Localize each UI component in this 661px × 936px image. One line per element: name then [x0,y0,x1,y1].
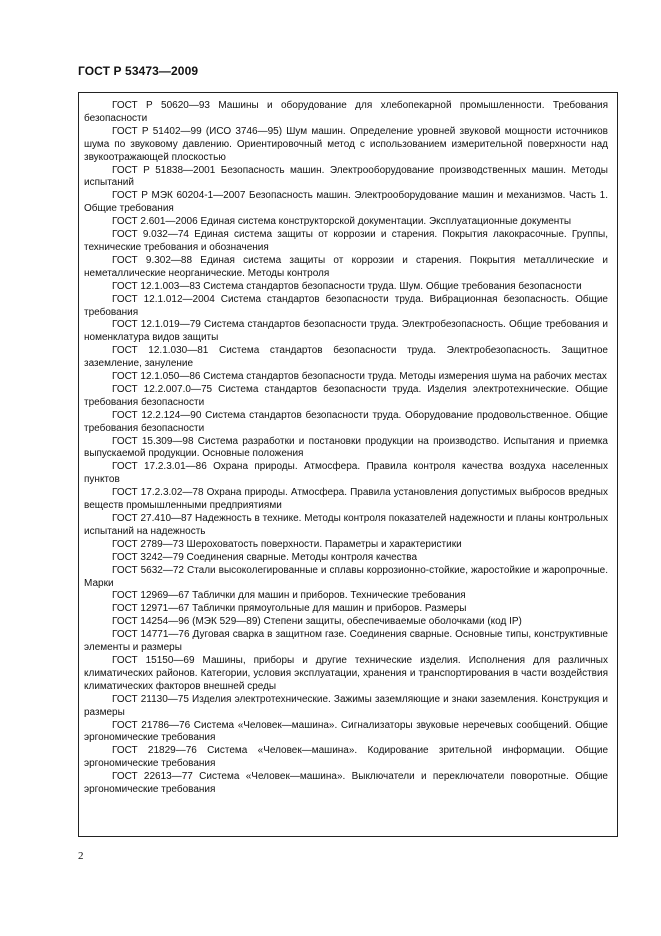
reference-entry: ГОСТ 14771—76 Дуговая сварка в защитном газе. Соединения сварные. Основные типы, конструктивные элементы и размеры [84,629,608,654]
reference-entry: ГОСТ 12.1.019—79 Система стандартов безопасности труда. Электробезопасность. Общие требования и номенклатура видов защиты [84,319,608,344]
reference-entry: ГОСТ 21130—75 Изделия электротехнические. Зажимы заземляющие и знаки заземления. Конструкция и размеры [84,693,608,718]
reference-entry: ГОСТ 17.2.3.01—86 Охрана природы. Атмосфера. Правила контроля качества воздуха населенных пунктов [84,461,608,486]
normative-references-list [84,100,608,797]
reference-entry: ГОСТ 14254—96 (МЭК 529—89) Степени защиты, обеспечиваемые оболочками (код IP) [112,616,522,628]
reference-entry: ГОСТ 3242—79 Соединения сварные. Методы контроля качества [112,551,418,563]
reference-entry: ГОСТ 22613—77 Система «Человек—машина». Выключатели и переключатели поворотные. Общие эргономические требования [84,771,608,796]
reference-entry: ГОСТ 17.2.3.02—78 Охрана природы. Атмосфера. Правила установления допустимых выбросов вредных веществ промышленными предприятиями [84,487,608,512]
reference-entry: ГОСТ Р 51402—99 (ИСО 3746—95) Шум машин. Определение уровней звуковой мощности источников шума по звуковому давлению. Ориентировочный метод с использованием измерительной поверхности над звукоотражающей плоскостью [84,125,608,163]
reference-entry: ГОСТ 21786—76 Система «Человек—машина». Сигнализаторы звуковые неречевых сообщений. Общие эргономические требования [84,719,608,744]
reference-entry: ГОСТ Р 51838—2001 Безопасность машин. Электрооборудование производственных машин. Методы испытаний [84,164,608,189]
reference-entry: ГОСТ 12.1.030—81 Система стандартов безопасности труда. Электробезопасность. Защитное заземление, зануление [84,345,608,370]
reference-entry: ГОСТ Р МЭК 60204-1—2007 Безопасность машин. Электрооборудование машин и механизмов. Часть 1. Общие требования [84,190,608,215]
reference-entry: ГОСТ 2789—73 Шероховатость поверхности. Параметры и характеристики [112,538,462,550]
reference-entry: ГОСТ 9.302—88 Единая система защиты от коррозии и старения. Покрытия металлические и неметаллические неорганические. Методы контроля [84,254,608,279]
reference-entry: ГОСТ 12.1.003—83 Система стандартов безопасности труда. Шум. Общие требования безопасности [112,280,582,292]
reference-entry: ГОСТ 15150—69 Машины, приборы и другие технические изделия. Исполнения для различных климатических районов. Категории, условия эксплуатации, хранения и транспортирования в части воздействия климатических факторов внешней среды [84,654,608,692]
page-number: 2 [78,850,84,862]
reference-entry: ГОСТ 12971—67 Таблички прямоугольные для машин и приборов. Размеры [112,603,467,615]
reference-entry: ГОСТ 5632—72 Стали высоколегированные и сплавы коррозионно-стойкие, жаростойкие и жаропрочные. Марки [84,564,608,589]
reference-entry: ГОСТ 12.2.124—90 Система стандартов безопасности труда. Оборудование продовольственное. Общие требования безопасности [84,409,608,434]
document-header: ГОСТ Р 53473—2009 [78,64,199,78]
reference-entry: ГОСТ 12.1.050—86 Система стандартов безопасности труда. Методы измерения шума на рабочих местах [112,371,607,383]
reference-entry: ГОСТ 21829—76 Система «Человек—машина». Кодирование зрительной информации. Общие эргономические требования [84,745,608,770]
reference-entry: ГОСТ 12.1.012—2004 Система стандартов безопасности труда. Вибрационная безопасность. Общие требования [84,293,608,318]
reference-entry: ГОСТ 12969—67 Таблички для машин и приборов. Технические требования [112,590,466,602]
reference-entry: ГОСТ Р 50620—93 Машины и оборудование для хлебопекарной промышленности. Требования безопасности [84,100,608,124]
reference-entry: ГОСТ 9.032—74 Единая система защиты от коррозии и старения. Покрытия лакокрасочные. Группы, технические требования и обозначения [84,229,608,253]
reference-entry: ГОСТ 2.601—2006 Единая система конструкторской документации. Эксплуатационные документы [112,216,572,228]
reference-entry: ГОСТ 15.309—98 Система разработки и постановки продукции на производство. Испытания и приемка выпускаемой продукции. Основные положения [84,435,608,460]
reference-entry: ГОСТ 27.410—87 Надежность в технике. Методы контроля показателей надежности и планы контрольных испытаний на надежность [84,513,608,537]
reference-entry: ГОСТ 12.2.007.0—75 Система стандартов безопасности труда. Изделия электротехнические. Общие требования безопасности [84,383,608,408]
